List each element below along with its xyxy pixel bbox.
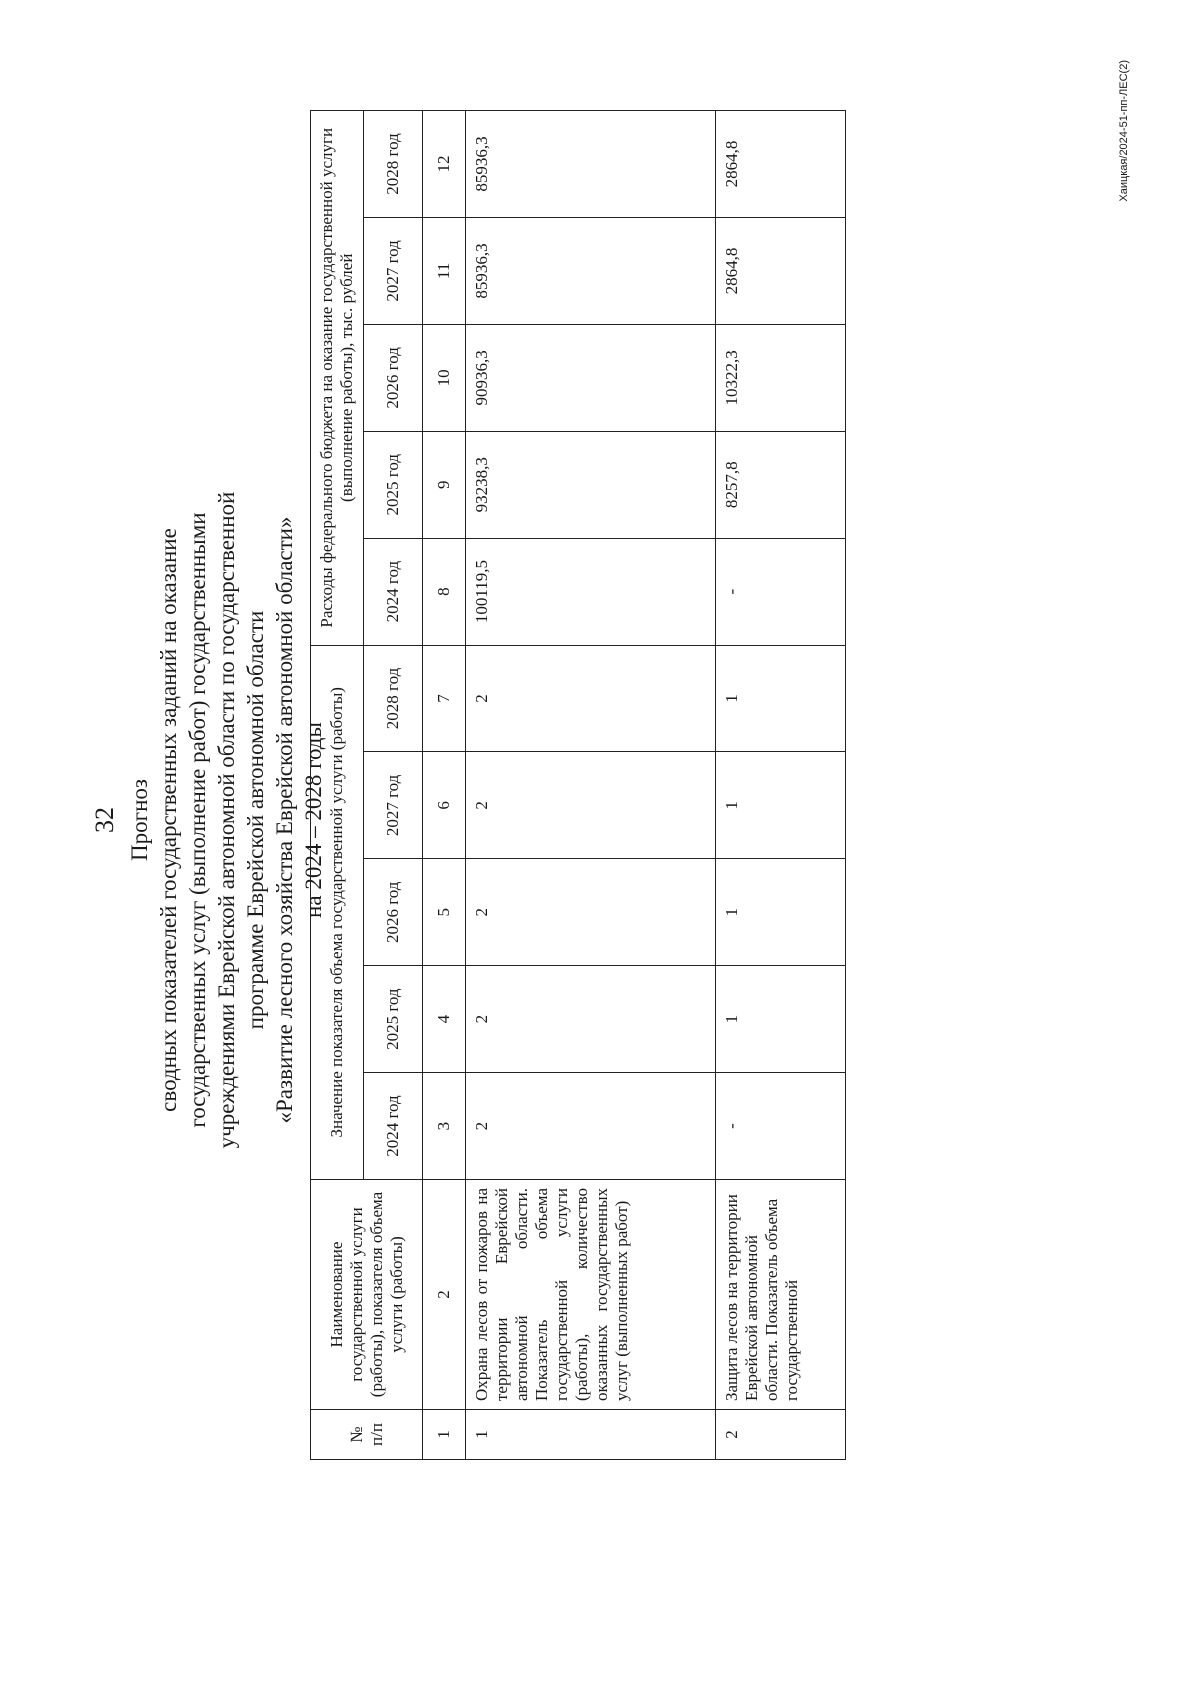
budget-value: 8257,8 [716,431,846,538]
forecast-table [310,110,846,1460]
volume-value: 1 [716,752,846,859]
volume-value: - [716,1073,846,1180]
volume-value: 2 [466,1073,716,1180]
title-line: сводных показателей государственных заданий на оказание [156,528,181,1112]
table-row [466,111,716,1460]
title-line: программе Еврейской автономной области [243,610,268,1030]
footer-code: Хаицкая/2024-51-пп-ЛЕС(2) [1118,60,1130,202]
volume-value: 2 [466,645,716,752]
budget-value: 2864,8 [716,111,846,218]
header-row [311,111,364,1460]
title-line: «Развитие лесного хозяйства Еврейской автономной области» [272,516,297,1124]
column-number: 11 [423,217,466,324]
budget-value: 85936,3 [466,111,716,218]
header-year: 2027 год [364,217,423,324]
document-title [125,40,328,1600]
column-number: 7 [423,645,466,752]
budget-value: - [716,538,846,645]
header-year: 2028 год [364,111,423,218]
table-row [716,111,846,1460]
budget-value: 90936,3 [466,324,716,431]
column-number: 3 [423,1073,466,1180]
column-number: 9 [423,431,466,538]
header-volume-group: Значение показателя объема государственной услуги (работы) [311,645,364,1179]
volume-value: 2 [466,859,716,966]
header-year: 2024 год [364,538,423,645]
header-name: Наименование государственной услуги (работы), показателя объема услуги (работы) [311,1180,423,1410]
volume-value: 2 [466,966,716,1073]
service-name: Защита лесов на территории Еврейской автономной области. Показатель объема государственной [716,1180,846,1410]
row-num: 1 [466,1410,716,1460]
column-number: 1 [423,1410,466,1460]
budget-value: 85936,3 [466,217,716,324]
header-year: 2027 год [364,752,423,859]
title-line: государственных услуг (выполнение работ) государственными [185,512,210,1128]
budget-value: 93238,3 [466,431,716,538]
title-line: на 2024 – 2028 годы [301,722,326,918]
budget-value: 10322,3 [716,324,846,431]
column-number: 6 [423,752,466,859]
header-year: 2026 год [364,859,423,966]
header-year: 2026 год [364,324,423,431]
volume-value: 1 [716,966,846,1073]
column-number: 10 [423,324,466,431]
column-number: 5 [423,859,466,966]
volume-value: 2 [466,752,716,859]
volume-value: 1 [716,645,846,752]
title-line: Прогноз [127,779,152,861]
budget-value: 2864,8 [716,217,846,324]
title-line: учреждениями Еврейской автономной области по государственной [214,491,239,1149]
volume-value: 1 [716,859,846,966]
header-year: 2025 год [364,966,423,1073]
service-name: Охрана лесов от пожаров на территории Еврейской автономной области. Показатель объема государственной услуги (работы), количество оказанных государственных услуг (выполненных работ) [466,1180,716,1410]
header-year: 2028 год [364,645,423,752]
budget-value: 100119,5 [466,538,716,645]
header-num: № п/п [311,1410,423,1460]
column-number-row [423,111,466,1460]
row-num: 2 [716,1410,846,1460]
page-number: 32 [90,807,119,833]
column-number: 8 [423,538,466,645]
header-year: 2024 год [364,1073,423,1180]
column-number: 4 [423,966,466,1073]
header-year: 2025 год [364,431,423,538]
header-budget-group: Расходы федерального бюджета на оказание государственной услуги (выполнение работы), тыс. рублей [311,111,364,646]
column-number: 2 [423,1180,466,1410]
column-number: 12 [423,111,466,218]
rotated-page [40,40,1160,1600]
